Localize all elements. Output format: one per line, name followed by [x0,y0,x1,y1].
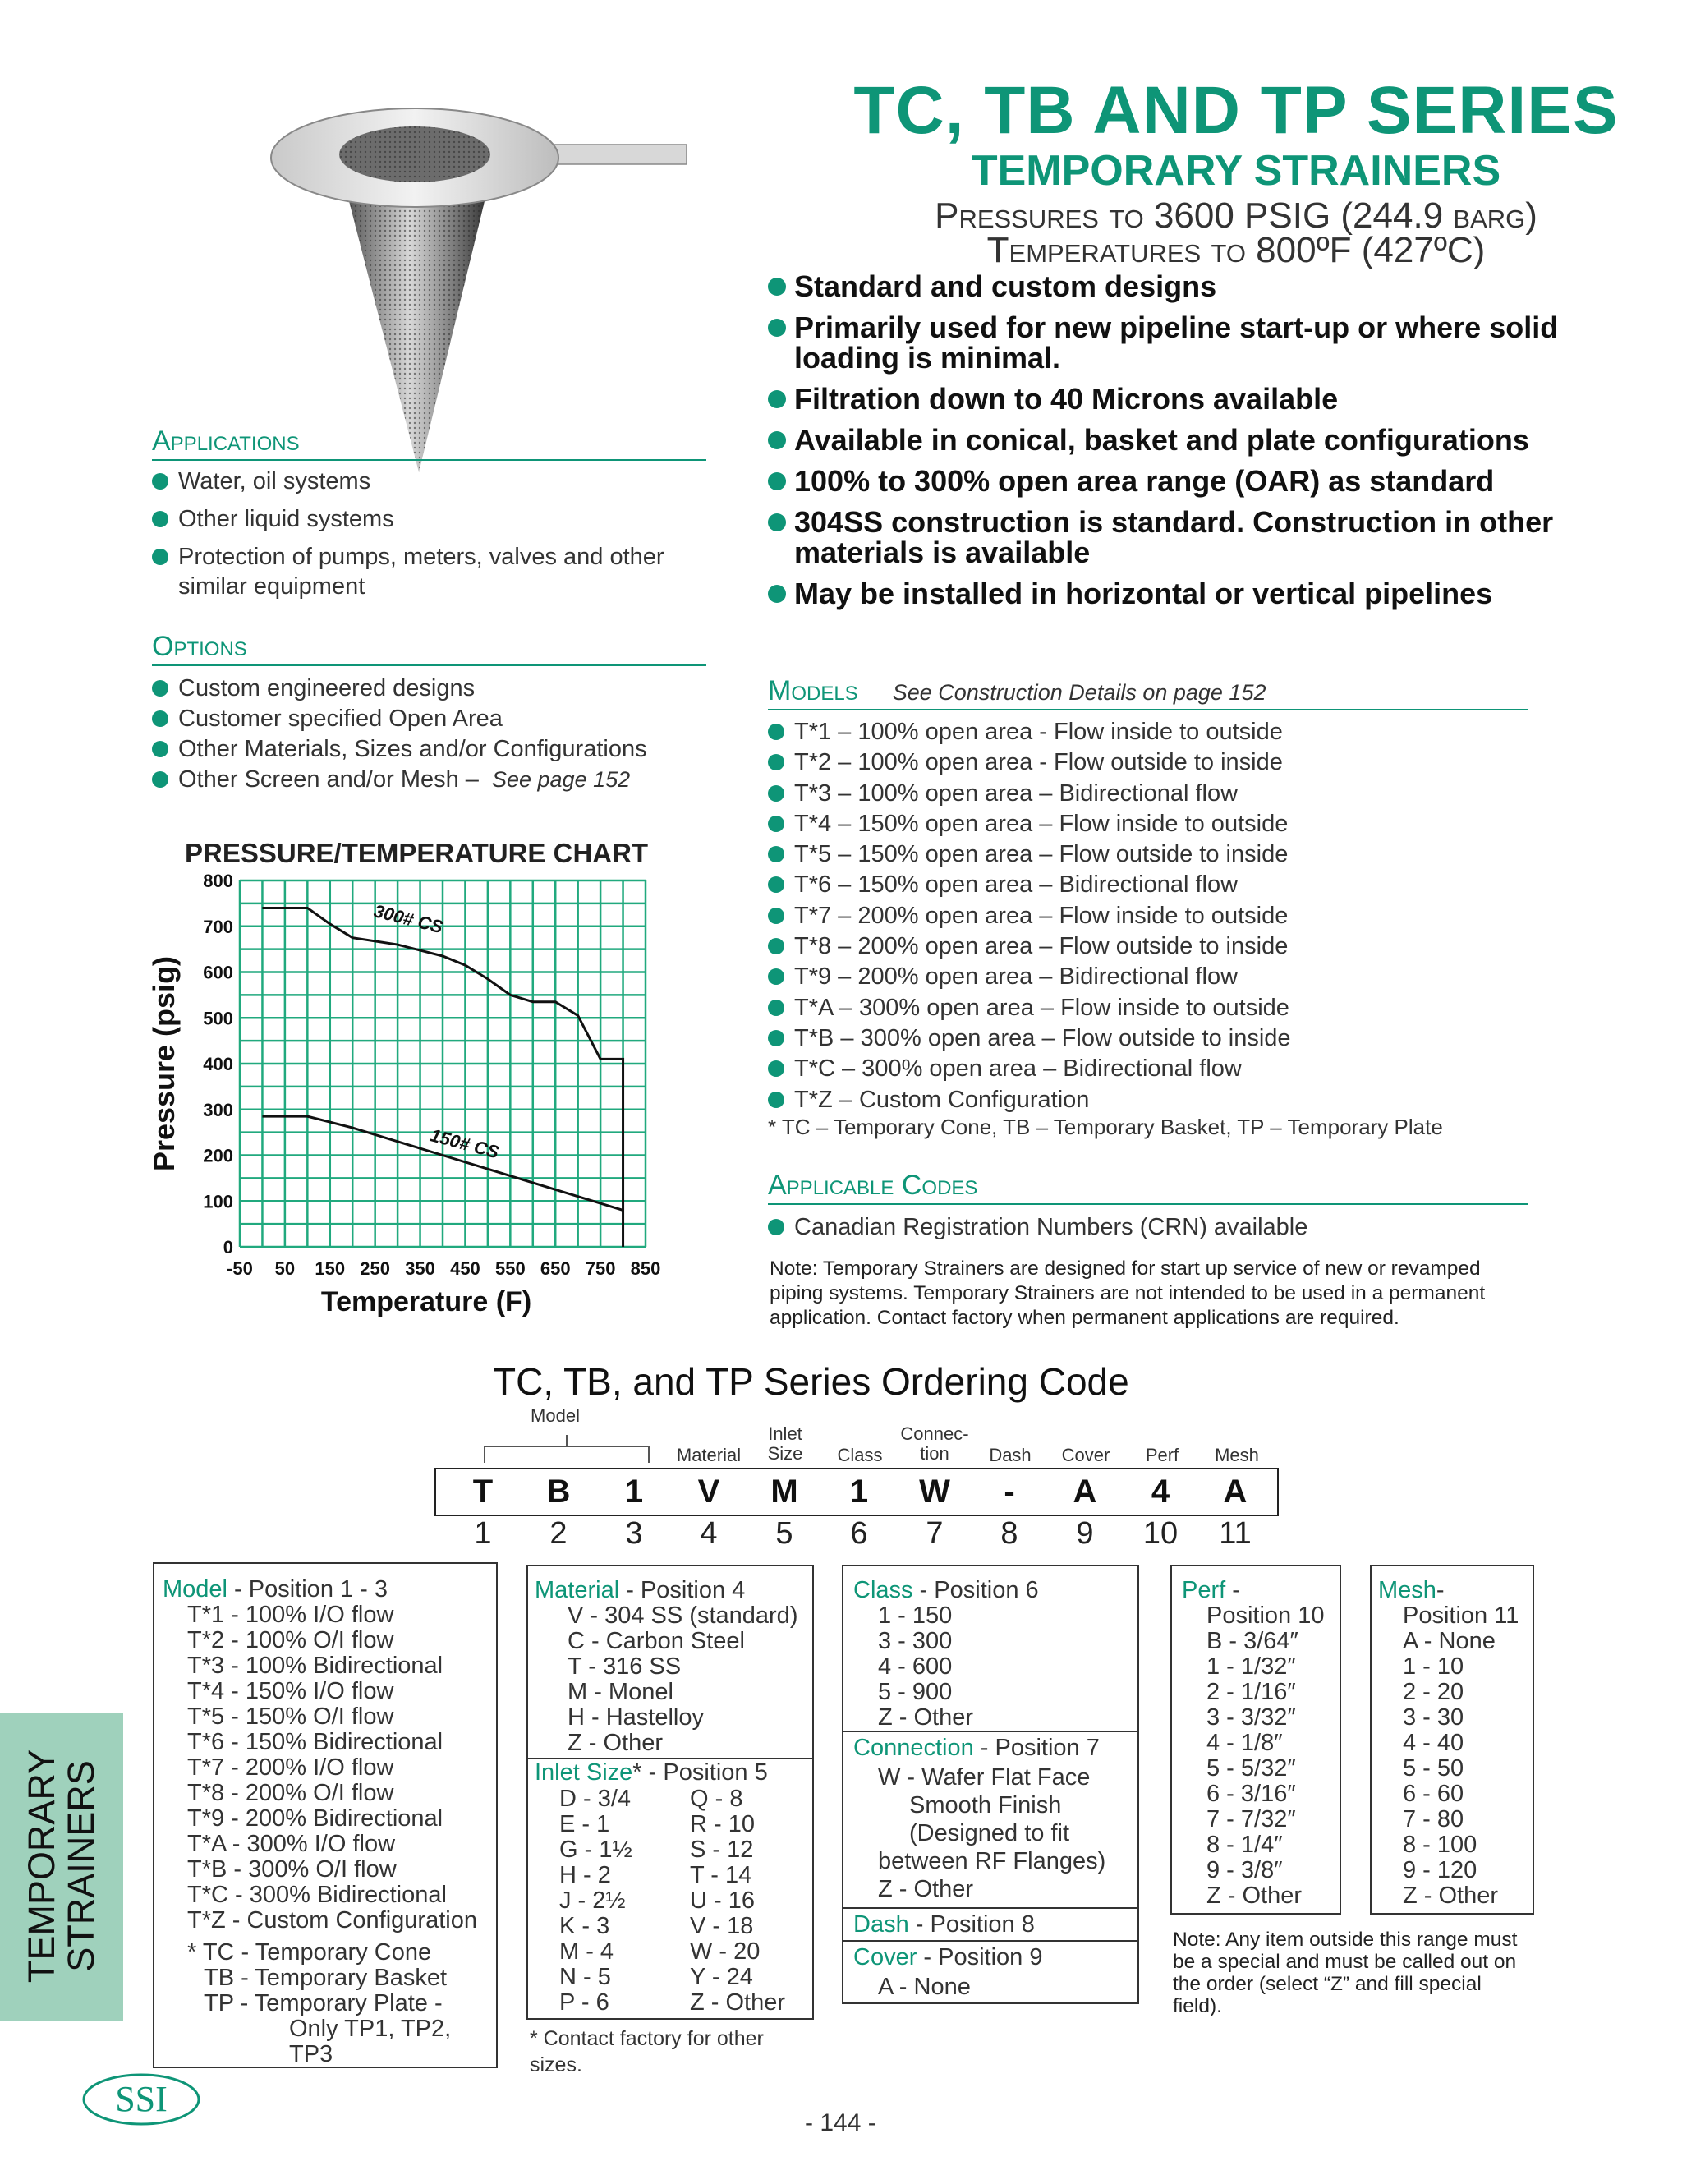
bullet-icon [768,319,786,337]
ordering-code-position: 2 [549,1516,568,1551]
bullet-icon [152,549,168,565]
x-tick-label: 150 [315,1258,346,1279]
models-footnote: * TC – Temporary Cone, TB – Temporary Basket, TP – Temporary Plate [768,1115,1443,1139]
list-item: Other Screen and/or Mesh – See page 152 [152,765,706,795]
bullet-icon [152,741,168,757]
header-perf: Perf [1145,1445,1179,1465]
ordering-code-position: 1 [474,1516,492,1551]
bullet-icon [152,473,168,490]
model-option: T*9 - 200% Bidirectional [187,1805,443,1832]
mesh-option: Z - Other [1403,1883,1499,1909]
model-option: T*7 - 200% I/O flow [187,1754,394,1781]
class-connection-box: Class - Position 6 1 - 150 3 - 300 4 - 600 5 - 900 Z - Other Connection - Position 7 W - Wafer Flat Face Smooth Finish (Designed to fit between RF Flanges) Z - Other Dash - Position 8 Cover - Position 9 A - None [842,1565,1139,2004]
ordering-code-letter: 1 [849,1474,869,1510]
inlet-size-option: S - 12 [690,1837,754,1863]
header-connection: Connec- tion [900,1423,969,1464]
y-axis-label: Pressure (psig) [147,955,181,1172]
ordering-code-position: 8 [1000,1516,1018,1551]
ordering-code-letter: 4 [1151,1474,1170,1510]
model-item: T*8 – 200% open area – Flow outside to inside [768,931,1528,962]
x-tick-label: 750 [585,1258,616,1279]
model-item: T*4 – 150% open area – Flow inside to outside [768,809,1528,839]
model-type-notes: * TC - Temporary Cone TB - Temporary Basket TP - Temporary Plate - Only TP1, TP2, TP3 [187,1939,452,2067]
x-tick-label: -50 [227,1258,253,1279]
material-option: C - Carbon Steel [568,1628,745,1654]
model-option: T*2 - 100% O/I flow [187,1627,394,1653]
inlet-size-option: E - 1 [559,1811,610,1837]
model-option: T*B - 300% O/I flow [187,1856,397,1883]
bullet-icon [768,1000,784,1016]
bullet-icon [768,513,786,531]
bullet-icon [768,390,786,408]
x-tick-label: 250 [360,1258,391,1279]
inlet-size-option: M - 4 [559,1938,614,1965]
model-options-box: Model - Position 1 - 3 T*1 - 100% I/O flow T*2 - 100% O/I flow T*3 - 100% Bidirectional T*4 - 150% I/O flow T*5 - 150% O/I flow T*6 - 150% Bidirectional T*7 - 200% I/O flow T*8 - 200% O/I flow T*9 - 200% Bidirectional T*A - 300% I/O flow T*B - 300% O/I flow T*C - 300% Bidirectional T*Z - Custom Configuration * TC - Temporary Cone TB - Temporary Basket TP - Temporary Plate - Only TP1, TP2, TP3 [153,1562,498,2068]
bullet-icon [768,1219,784,1235]
y-tick-label: 700 [203,916,233,937]
ordering-code-position: 3 [625,1516,643,1551]
ordering-code-position: 11 [1219,1516,1252,1551]
ordering-code-letter: A [1073,1474,1097,1510]
ordering-code-position: 9 [1076,1516,1094,1551]
header-cover: Cover [1061,1445,1110,1465]
inlet-size-option: Q - 8 [690,1786,743,1812]
bullet-icon [152,680,168,697]
perf-option: Z - Other [1206,1883,1303,1909]
model-options-list [154,1602,496,1933]
pressure-rating: Pressures to 3600 PSIG (244.9 barg) [935,195,1537,236]
x-tick-label: 550 [494,1258,526,1279]
list-item: Water, oil systems [152,467,706,496]
ordering-code-letter: - [1004,1474,1015,1510]
header-model: Model [531,1405,580,1426]
mesh-options-list [1372,1629,1533,1909]
series-label: 150# CS [428,1124,502,1163]
perf-option: 8 - 1/4″ [1206,1832,1283,1858]
material-option: M - Monel [568,1679,673,1705]
model-item: T*3 – 100% open area – Bidirectional flow [768,779,1528,809]
material-options-list [528,1603,812,1756]
perf-options-list [1172,1629,1340,1909]
connection-options-list: W - Wafer Flat Face Smooth Finish (Designed to fit between RF Flanges) Z - Other [878,1764,1106,1902]
section-side-tab: TEMPORARY STRAINERS [0,1713,123,2021]
class-option: Z - Other [878,1704,974,1731]
x-tick-label: 50 [274,1258,296,1279]
ordering-code-letter: 1 [624,1474,644,1510]
header-dash: Dash [989,1445,1032,1465]
feature-item: 100% to 300% open area range (OAR) as standard [768,466,1671,496]
model-option: T*4 - 150% I/O flow [187,1678,394,1704]
feature-item: Available in conical, basket and plate configurations [768,425,1671,455]
material-inlet-box: Material - Position 4 V - 304 SS (standard) C - Carbon Steel T - 316 SS M - Monel H - Hastelloy Z - Other Inlet Size* - Position 5 D - 3/4 E - 1 G - 1½ H - 2 J - 2½ K - 3 M - 4 N - 5 P - 6 Q - 8 R - 10 S - 12 T - 14 U - 16 V - 18 W - 20 Y - 24 Z - Other [526,1565,814,2020]
model-option: T*5 - 150% O/I flow [187,1704,394,1730]
bullet-icon [768,1092,784,1108]
bullet-icon [152,710,168,727]
bullet-icon [768,1030,784,1046]
model-option: T*1 - 100% I/O flow [187,1602,394,1628]
perf-option: 3 - 3/32″ [1206,1704,1296,1731]
usage-note: Note: Temporary Strainers are designed for start up service of new or revamped piping systems. Temporary Strainers are not intended to be used in a permanent application. Contact factory when permanent applications are required. [770,1258,1486,1329]
inlet-size-list-left [559,1786,632,2016]
ordering-code-letter: A [1223,1474,1248,1510]
mesh-option: 7 - 80 [1403,1806,1464,1832]
codes-list [768,1212,1528,1242]
bullet-icon [768,785,784,802]
model-item: T*B – 300% open area – Flow outside to inside [768,1023,1528,1054]
model-item: T*5 – 150% open area – Flow outside to inside [768,839,1528,870]
perf-option: 2 - 1/16″ [1206,1679,1296,1705]
class-option: 4 - 600 [878,1653,953,1680]
mesh-option: 1 - 10 [1403,1653,1464,1680]
bullet-icon [768,754,784,770]
bullet-icon [152,511,168,527]
series-label: 300# CS [371,900,445,938]
mesh-option: 3 - 30 [1403,1704,1464,1731]
x-tick-label: 650 [540,1258,571,1279]
pressure-temperature-chart [131,854,690,1331]
perf-option: 4 - 1/8″ [1206,1730,1283,1756]
bullet-icon [768,1060,784,1077]
header-material: Material [676,1445,742,1465]
bullet-icon [768,908,784,924]
material-option: Z - Other [568,1730,664,1756]
list-item: Other liquid systems [152,504,706,534]
see-page-note: See page 152 [491,767,631,792]
bullet-icon [768,816,784,832]
feature-item: Primarily used for new pipeline start-up or where solid loading is minimal. [768,312,1671,373]
options-heading: Options [152,631,706,666]
models-note: See Construction Details on page 152 [892,680,1266,705]
perf-option: 1 - 1/32″ [1206,1653,1296,1680]
models-heading: Models See Construction Details on page 152 [768,675,1528,710]
models-list [768,717,1528,1115]
feature-item: May be installed in horizontal or vertical pipelines [768,578,1671,609]
chart-title: PRESSURE/TEMPERATURE CHART [185,838,649,868]
x-tick-label: 450 [450,1258,480,1279]
y-tick-label: 400 [203,1054,233,1074]
page-subtitle: TEMPORARY STRAINERS [971,147,1501,195]
svg-text:SSI: SSI [115,2079,168,2119]
feature-item: Filtration down to 40 Microns available [768,384,1671,414]
header-mesh: Mesh [1215,1445,1259,1465]
ordering-code-position: 4 [700,1516,718,1551]
model-option: T*A - 300% I/O flow [187,1831,396,1857]
model-item: T*6 – 150% open area – Bidirectional flow [768,870,1528,900]
material-option: V - 304 SS (standard) [568,1602,798,1629]
model-item: T*2 – 100% open area - Flow outside to inside [768,747,1528,778]
class-option: 5 - 900 [878,1679,953,1705]
inlet-size-footnote: * Contact factory for other sizes. [530,2027,764,2076]
ordering-code-title: TC, TB, and TP Series Ordering Code [493,1360,1129,1403]
class-option: 1 - 150 [878,1602,953,1629]
bullet-icon [768,585,786,603]
class-options-list [843,1603,1137,1731]
model-item: T*9 – 200% open area – Bidirectional flow [768,962,1528,992]
inlet-size-option: P - 6 [559,1989,609,2016]
model-option: T*C - 300% Bidirectional [187,1882,447,1908]
material-option: T - 316 SS [568,1653,682,1680]
bullet-icon [768,968,784,985]
header-inlet-size: Inlet Size [767,1423,803,1464]
mesh-option: 4 - 40 [1403,1730,1464,1756]
model-option: T*8 - 200% O/I flow [187,1780,394,1806]
page-number: - 144 - [805,2109,876,2136]
cone-strainer-image [255,90,698,476]
inlet-size-option: V - 18 [690,1913,754,1939]
model-option: T*6 - 150% Bidirectional [187,1729,443,1755]
bullet-icon [152,771,168,788]
y-tick-label: 100 [203,1191,233,1212]
mesh-option: 6 - 60 [1403,1781,1464,1807]
model-item: T*A – 300% open area – Flow inside to outside [768,993,1528,1023]
ssi-logo [79,2070,204,2129]
bullet-icon [768,846,784,862]
bullet-icon [768,724,784,740]
perf-option: 6 - 3/16″ [1206,1781,1296,1807]
ordering-code-letter: M [770,1474,798,1510]
inlet-size-option: U - 16 [690,1887,755,1914]
ordering-code-position: 10 [1142,1516,1179,1551]
options-list [152,674,706,795]
inlet-size-option: T - 14 [690,1862,752,1888]
y-tick-label: 800 [203,871,233,891]
list-item: Other Materials, Sizes and/or Configurations [152,734,706,765]
applications-heading: Applications [152,425,706,461]
y-tick-label: 200 [203,1145,233,1166]
perf-option: 9 - 3/8″ [1206,1857,1283,1883]
inlet-size-option: R - 10 [690,1811,755,1837]
mesh-option: 5 - 50 [1403,1755,1464,1782]
x-axis-label: Temperature (F) [320,1286,532,1317]
list-item: Protection of pumps, meters, valves and other similar equipment [152,542,706,601]
model-item: T*1 – 100% open area - Flow inside to outside [768,717,1528,747]
ordering-code-position: 5 [775,1516,793,1551]
ordering-code-position: 6 [850,1516,868,1551]
model-option: T*Z - Custom Configuration [187,1907,477,1933]
inlet-size-option: N - 5 [559,1964,611,1990]
bullet-icon [768,278,786,296]
material-option: H - Hastelloy [568,1704,704,1731]
applications-list [152,467,706,609]
y-tick-label: 0 [223,1237,233,1258]
feature-list [768,271,1671,619]
inlet-size-option: H - 2 [559,1862,611,1888]
y-tick-label: 600 [203,962,233,983]
mesh-option: 8 - 100 [1403,1832,1477,1858]
mesh-options-box: Mesh- Position 11 A - None 1 - 10 2 - 20 3 - 30 4 - 40 5 - 50 6 - 60 7 - 80 8 - 100 9 - 120 Z - Other [1370,1565,1534,1915]
ordering-code-letter: B [546,1474,571,1510]
model-item: T*C – 300% open area – Bidirectional flow [768,1054,1528,1084]
mesh-option: 2 - 20 [1403,1679,1464,1705]
perf-option: 5 - 5/32″ [1206,1755,1296,1782]
header-class: Class [837,1445,883,1465]
ordering-code-letter: T [472,1474,494,1510]
y-tick-label: 500 [203,1008,233,1029]
feature-item: Standard and custom designs [768,271,1671,301]
codes-heading: Applicable Codes [768,1170,1528,1205]
range-note: Note: Any item outside this range must be a special and must be called out on the order (select “Z” and fill special field). [1173,1929,1518,2017]
inlet-size-option: D - 3/4 [559,1786,632,1812]
inlet-size-option: G - 1½ [559,1837,632,1863]
bullet-icon [768,876,784,893]
model-option: T*3 - 100% Bidirectional [187,1653,443,1679]
bullet-icon [768,472,786,490]
bullet-icon [768,938,784,954]
list-item: Custom engineered designs [152,674,706,704]
ordering-code-letter: W [919,1474,950,1510]
class-option: 3 - 300 [878,1628,953,1654]
inlet-size-option: J - 2½ [559,1887,626,1914]
feature-item: 304SS construction is standard. Construction in other materials is available [768,507,1671,568]
ordering-code-position: 7 [926,1516,944,1551]
model-item: T*7 – 200% open area – Flow inside to outside [768,901,1528,931]
inlet-size-list-right [690,1786,785,2016]
mesh-option: 9 - 120 [1403,1857,1477,1883]
ordering-code-letter: V [697,1474,720,1510]
x-tick-label: 850 [630,1258,661,1279]
perf-options-box: Perf - Position 10 B - 3/64″ 1 - 1/32″ 2 - 1/16″ 3 - 3/32″ 4 - 1/8″ 5 - 5/32″ 6 - 3/16″ 7 - 7/32″ 8 - 1/4″ 9 - 3/8″ Z - Other [1170,1565,1341,1915]
mesh-option: A - None [1403,1628,1496,1654]
model-bracket [476,1433,665,1466]
inlet-size-option: Y - 24 [690,1964,753,1990]
inlet-size-option: Z - Other [690,1989,786,2016]
perf-option: B - 3/64″ [1206,1628,1298,1654]
inlet-size-option: K - 3 [559,1913,610,1939]
page-title: TC, TB AND TP SERIES [853,73,1619,148]
temperature-rating: Temperatures to 800ºF (427ºC) [986,230,1486,270]
x-tick-label: 350 [405,1258,435,1279]
y-tick-label: 300 [203,1099,233,1120]
perf-option: 7 - 7/32″ [1206,1806,1296,1832]
model-item: T*Z – Custom Configuration [768,1085,1528,1115]
list-item: Customer specified Open Area [152,704,706,734]
list-item: Canadian Registration Numbers (CRN) available [768,1212,1528,1242]
inlet-size-option: W - 20 [690,1938,761,1965]
bullet-icon [768,431,786,449]
